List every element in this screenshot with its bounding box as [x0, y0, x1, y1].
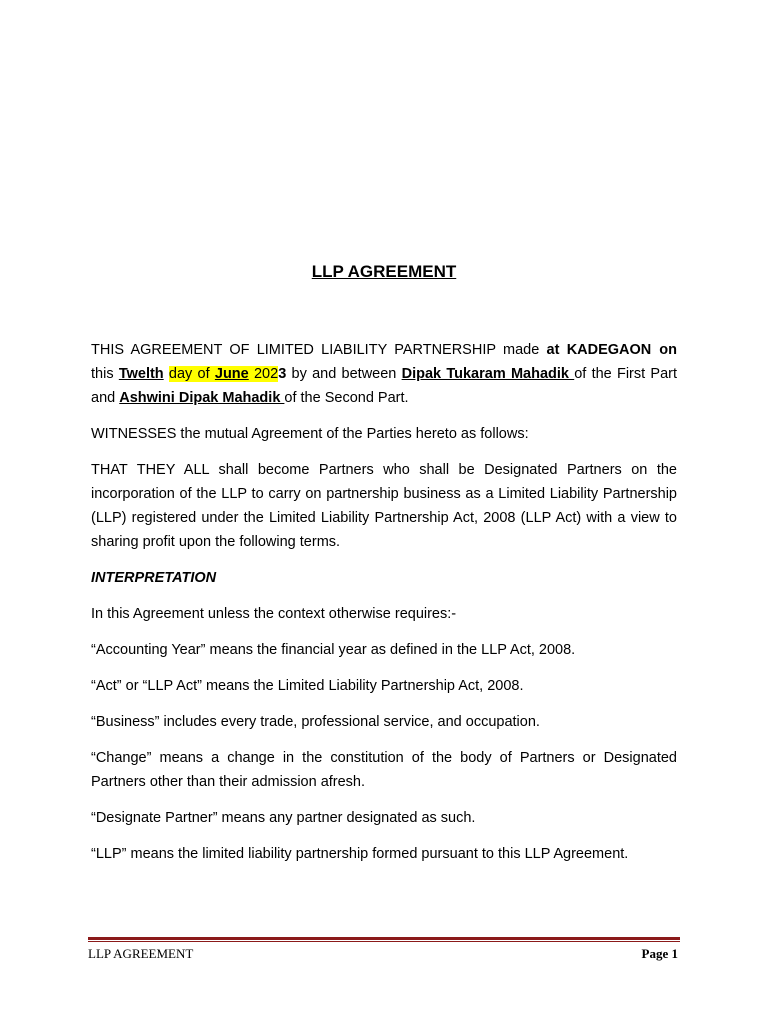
footer-title: LLP AGREEMENT — [88, 946, 194, 961]
definition-business: “Business” includes every trade, professional service, and occupation. — [91, 714, 540, 730]
definition-llp: “LLP” means the limited liability partnership formed pursuant to this LLP Agreement. — [91, 846, 629, 862]
definition-act: “Act” or “LLP Act” means the Limited Liability Partnership Act, 2008. — [91, 678, 524, 694]
footer-rule — [88, 937, 680, 943]
interpretation-heading: INTERPRETATION — [91, 570, 217, 586]
intro-paragraph: THIS AGREEMENT OF LIMITED LIABILITY PARTNERSHIP made at KADEGAON on this Twelth day of June 2023 by and between Dipak Tukaram Mahadik of the First Part and Ashwini Dipak Mahadik of the Second Part. — [91, 342, 678, 406]
partners-paragraph: THAT THEY ALL shall become Partners who shall be Designated Partners on the incorporation of the LLP to carry on partnership business as a Limited Liability Partnership (LLP) registered under the Limited Liability Partnership Act, 2008 (LLP Act) with a view to sharing profit upon the following terms. — [91, 462, 677, 550]
context-paragraph: In this Agreement unless the context otherwise requires:- — [91, 606, 457, 622]
party-one: Dipak Tukaram Mahadik — [401, 366, 575, 382]
page-number: Page 1 — [641, 946, 678, 961]
agreement-day: Twelth — [118, 366, 164, 382]
agreement-year-suffix: 23 — [270, 366, 287, 382]
definition-accounting-year: “Accounting Year” means the financial year as defined in the LLP Act, 2008. — [91, 642, 576, 658]
definition-change: “Change” means a change in the constitution of the body of Partners or Designated Partners other than their admission afresh. — [91, 750, 677, 790]
definition-designate-partner: “Designate Partner” means any partner designated as such. — [91, 810, 476, 826]
document-body — [91, 338, 677, 878]
agreement-place: at KADEGAON — [546, 342, 652, 358]
party-two: Ashwini Dipak Mahadik — [119, 390, 285, 406]
document-title: LLP AGREEMENT — [311, 262, 457, 281]
witnesses-paragraph: WITNESSES the mutual Agreement of the Parties hereto as follows: — [91, 426, 529, 442]
agreement-month: June — [214, 366, 249, 382]
highlight-day-of: day of — [168, 366, 215, 382]
